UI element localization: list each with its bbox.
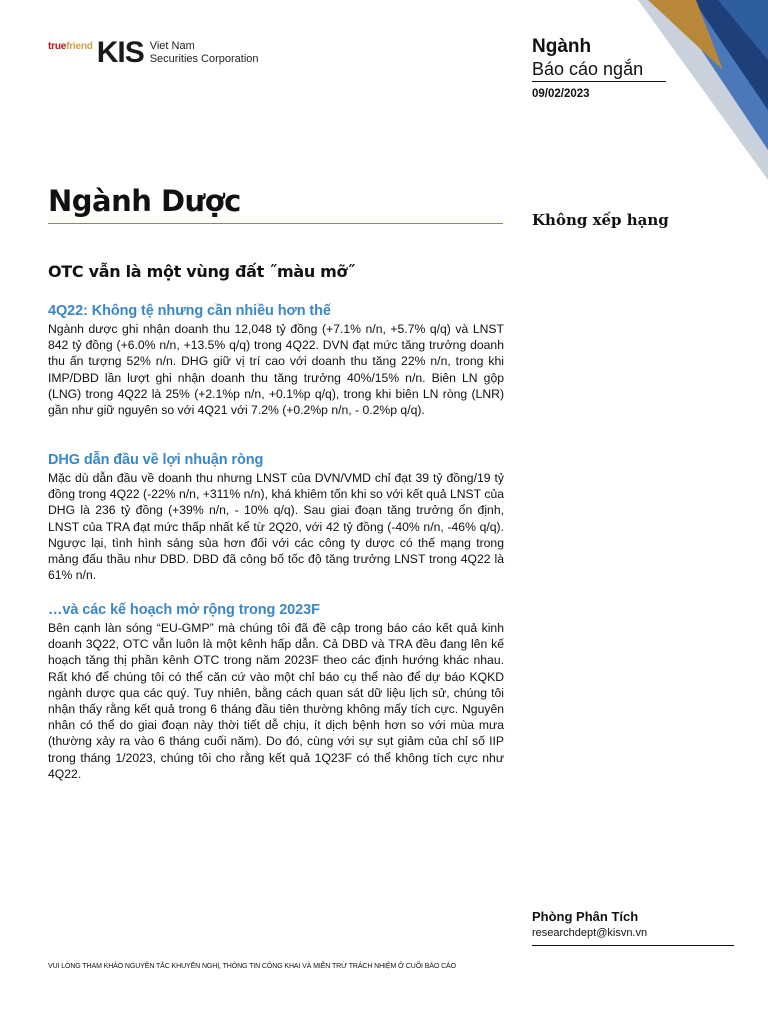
disclaimer-note: VUI LÒNG THAM KHẢO NGUYÊN TẮC KHUYẾN NGHỊ, THÔNG TIN CÔNG KHAI VÀ MIỄN TRỪ TRÁCH NHIỆM Ở CUỐI BÁO CÁO [48,963,456,970]
section-heading: …và các kế hoạch mở rộng trong 2023F [48,602,320,618]
section-4q22 [48,303,504,418]
section-dhg [48,452,504,583]
kis-subtitle: Viet Nam Securities Corporation [149,40,259,65]
company-logo [48,38,259,68]
section-body: Bên cạnh làn sóng “EU-GMP” mà chúng tôi đã đề cập trong báo cáo kết quả kinh doanh 3Q22, OTC vẫn luôn là một kênh hấp dẫn. Cả DBD và TRA đều đang lên kế hoạch tăng thị phần kênh OTC trong năm 2023F theo các định hướng khác nhau. Rất khó để chúng tôi có thể căn cứ vào một chỉ báo cụ thể nào để dự báo KQKD ngành dược qua các quý. Tuy nhiên, bằng cách quan sát dữ liệu lịch sử, chúng tôi nhận thấy rằng kết quả trong 6 tháng đầu tiên thường không mấy tích cực. Nguyên nhân có thể do giai đoạn này thời tiết dễ chịu, ít dịch bệnh hơn so với mùa mưa (thường xảy ra vào 6 tháng cuối năm). Do đó, cùng với sự sụt giảm của chỉ số IIP trong tháng 1/2023, chúng tôi cho rằng kết quả 1Q23F có thể không tích cực như 4Q22. [48,621,504,781]
page-title: Ngành Dược [48,184,241,218]
report-subtitle: OTC vẫn là một vùng đất ˝màu mỡ˝ [48,262,355,281]
section-heading: DHG dẫn đầu về lợi nhuận ròng [48,452,264,468]
section-body: Mặc dù dẫn đầu về doanh thu nhưng LNST của DVN/VMD chỉ đạt 39 tỷ đồng/19 tỷ đồng trong 4Q22 (-22% n/n, +311% n/n), khá khiêm tốn khi so với kết quả LNST của DHG là 236 tỷ đồng (+39% n/n, - 10% q/q). Sau giai đoạn tăng trưởng ổn định, LNST của TRA đạt mức thấp nhất kể từ 2Q20, với 42 tỷ đồng (-40% n/n, -46% q/q). Ngược lại, tình hình sáng sủa hơn đối với các công ty dược có thế mạng trong mảng đấu thầu như DBD. DBD đã công bố tốc độ tăng trưởng LNST trong 4Q22 là 61% n/n. [48,471,504,583]
kis-brand: KIS [96,36,144,69]
section-heading: 4Q22: Không tệ nhưng cần nhiều hơn thế [48,303,331,319]
trufriend-logo: truefriend [48,40,93,52]
report-date: 09/02/2023 [532,88,590,100]
contact-block [532,909,734,946]
contact-department: Phòng Phân Tích [532,909,639,924]
section-body: Ngành dược ghi nhận doanh thu 12,048 tỷ đồng (+7.1% n/n, +5.7% q/q) và LNST 842 tỷ đồng (+6.0% n/n, +13.5% q/q) trong 4Q22. DVN đạt mức tăng trưởng doanh thu ấn tượng 52% n/n. DHG giữ vị trí cao với doanh thu tăng 22% n/n, trong khi IMP/DBD lần lượt ghi nhận doanh thu tăng trưởng 40%/15% n/n. Biên LN gộp (LNG) trong 4Q22 là 25% (+2.1%p n/n, +0.1%p q/q), trong khi biên LN ròng (LNR) gần như giữ nguyên so với 4Q21 với 7.2% (+0.2%p n/n, - 0.2%p q/q). [48,322,504,418]
section-expansion-plans [48,602,504,782]
report-type: Báo cáo ngắn [532,59,666,82]
report-header [532,36,666,100]
report-category: Ngành [532,36,592,57]
contact-email[interactable]: researchdept@kisvn.vn [532,927,648,939]
rating-label: Không xếp hạng [532,211,669,229]
title-divider [48,223,503,224]
